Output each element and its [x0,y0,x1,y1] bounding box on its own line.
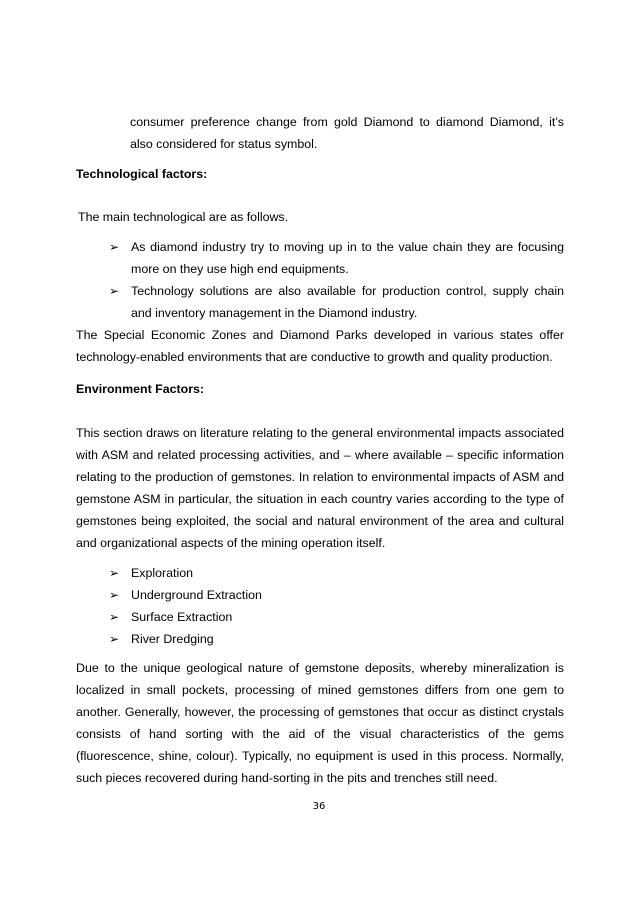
env-bullet-text: Exploration [131,566,193,580]
env-bullet-text: Underground Extraction [131,588,262,602]
env-bullet-item [109,628,564,650]
env-paragraph: This section draws on literature relating to the general environmental impacts associated with ASM and related processing activities, and – where available – specific information relating to the production of gemstones. In relation to environmental impacts of ASM and gemstone ASM in particular, the situation in each country varies according to the type of gemstones being exploited, the social and natural environment of the area and cultural and organizational aspects of the mining operation itself. [76,426,564,550]
env-bullet-item [109,584,564,606]
tech-bullet-list [109,236,564,324]
tech-bullet-item [109,236,564,280]
env-bullet-item [109,562,564,584]
env-bullet-list [109,562,564,650]
arrow-bullet-icon: ➢ [109,588,120,602]
arrow-bullet-icon: ➢ [109,632,120,646]
continuation-paragraph: consumer preference change from gold Diamond to diamond Diamond, it’s also considered for status symbol. [130,115,564,151]
env-bullet-text: River Dredging [131,632,214,646]
tech-heading: Technological factors: [76,167,208,181]
tech-bullet-text: Technology solutions are also available for production control, supply chain and inventory management in the Diamond industry. [131,284,564,320]
tech-paragraph: The Special Economic Zones and Diamond Parks developed in various states offer technology-enabled environments that are conductive to growth and quality production. [76,328,564,364]
tech-intro: The main technological are as follows. [78,210,289,224]
arrow-bullet-icon: ➢ [109,240,120,254]
arrow-bullet-icon: ➢ [109,610,120,624]
tech-bullet-item [109,280,564,324]
tech-bullet-text: As diamond industry try to moving up in to the value chain they are focusing more on they use high end equipments. [131,240,564,276]
env-bullet-text: Surface Extraction [131,610,233,624]
env-bullet-item [109,606,564,628]
arrow-bullet-icon: ➢ [109,284,120,298]
env-heading: Environment Factors: [76,382,205,396]
page-number: 36 [312,801,326,812]
arrow-bullet-icon: ➢ [109,566,120,580]
closing-paragraph: Due to the unique geological nature of gemstone deposits, whereby mineralization is localized in small pockets, processing of mined gemstones differs from one gem to another. Generally, however, the processing of gemstones that occur as distinct crystals consists of hand sorting with the aid of the visual characteristics of the gems (fluorescence, shine, colour). Typically, no equipment is used in this process. Normally, such pieces recovered during hand-sorting in the pits and trenches still need. [76,661,564,785]
